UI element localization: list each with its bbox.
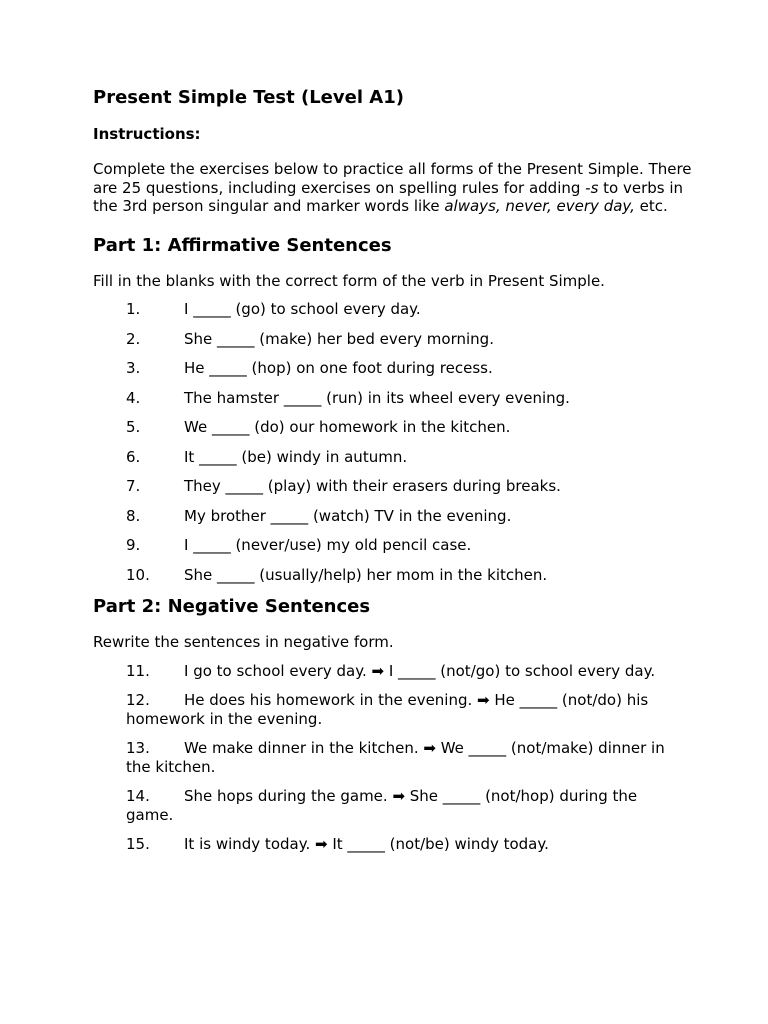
intro-text-1: Complete the exercises below to practice all forms of the Present Simple. There are 25 questions, including exercises on spelling rules for adding <box>93 160 692 197</box>
part1-title: Part 1: Affirmative Sentences <box>93 234 392 256</box>
item-text: They _____ (play) with their erasers during breaks. <box>184 477 561 495</box>
item-text: He does his homework in the evening. ➡ He _____ (not/do) his homework in the evening. <box>126 691 649 728</box>
item-number: 8. <box>126 506 141 525</box>
item-number: 6. <box>126 447 141 466</box>
item-number: 15. <box>126 835 150 853</box>
item-number: 14. <box>126 787 150 805</box>
list-item <box>93 566 693 585</box>
item-number: 4. <box>126 388 141 407</box>
item-number: 2. <box>126 329 141 348</box>
list-item <box>126 835 686 854</box>
item-number: 1. <box>126 300 141 318</box>
list-item <box>93 389 693 408</box>
list-item <box>93 477 693 496</box>
intro-italic-markers: always, never, every day, <box>444 197 635 215</box>
part1-instruction: Fill in the blanks with the correct form of the verb in Present Simple. <box>93 271 605 290</box>
item-text: We make dinner in the kitchen. ➡ We _____ (not/make) dinner in the kitchen. <box>126 739 665 776</box>
item-text: She _____ (usually/help) her mom in the kitchen. <box>184 565 548 584</box>
intro-italic-s: -s <box>585 178 599 197</box>
item-text: I _____ (go) to school every day. <box>184 300 421 318</box>
item-number: 9. <box>126 536 141 554</box>
item-number: 10. <box>126 565 150 584</box>
page-title: Present Simple Test (Level A1) <box>93 87 404 108</box>
item-text: I _____ (never/use) my old pencil case. <box>184 536 472 554</box>
list-item <box>93 330 693 349</box>
item-text: We _____ (do) our homework in the kitchen. <box>184 418 511 436</box>
item-text: It _____ (be) windy in autumn. <box>184 447 408 466</box>
list-item <box>126 662 686 681</box>
list-item <box>93 359 693 378</box>
list-item <box>93 448 693 467</box>
part1-list <box>93 300 693 584</box>
list-item <box>93 418 693 437</box>
document-page <box>93 86 693 865</box>
item-text: It is windy today. ➡ It _____ (not/be) windy today. <box>184 835 549 853</box>
item-text: She hops during the game. ➡ She _____ (not/hop) during the game. <box>126 787 638 824</box>
item-text: The hamster _____ (run) in its wheel every evening. <box>184 388 570 407</box>
list-item <box>126 739 686 776</box>
item-number: 3. <box>126 359 141 377</box>
part2-instruction: Rewrite the sentences in negative form. <box>93 633 394 651</box>
intro-text-3: etc. <box>634 197 668 215</box>
item-text: My brother _____ (watch) TV in the evening. <box>184 506 512 525</box>
list-item <box>93 300 693 319</box>
intro-paragraph <box>93 160 693 216</box>
intro-text-2: to verbs in the 3rd person singular and marker words like <box>93 178 684 215</box>
list-item <box>126 691 686 728</box>
item-text: She _____ (make) her bed every morning. <box>184 329 494 348</box>
list-item <box>93 536 693 555</box>
instructions-heading: Instructions: <box>93 125 201 143</box>
part2-title: Part 2: Negative Sentences <box>93 596 371 617</box>
list-item <box>93 507 693 526</box>
item-number: 7. <box>126 477 141 495</box>
item-text: He _____ (hop) on one foot during recess. <box>184 359 493 377</box>
item-number: 13. <box>126 739 150 757</box>
item-number: 5. <box>126 418 141 436</box>
list-item <box>126 787 686 824</box>
part2-list <box>93 662 693 854</box>
item-number: 11. <box>126 661 150 680</box>
item-number: 12. <box>126 691 150 709</box>
item-text: I go to school every day. ➡ I _____ (not/go) to school every day. <box>184 661 656 680</box>
